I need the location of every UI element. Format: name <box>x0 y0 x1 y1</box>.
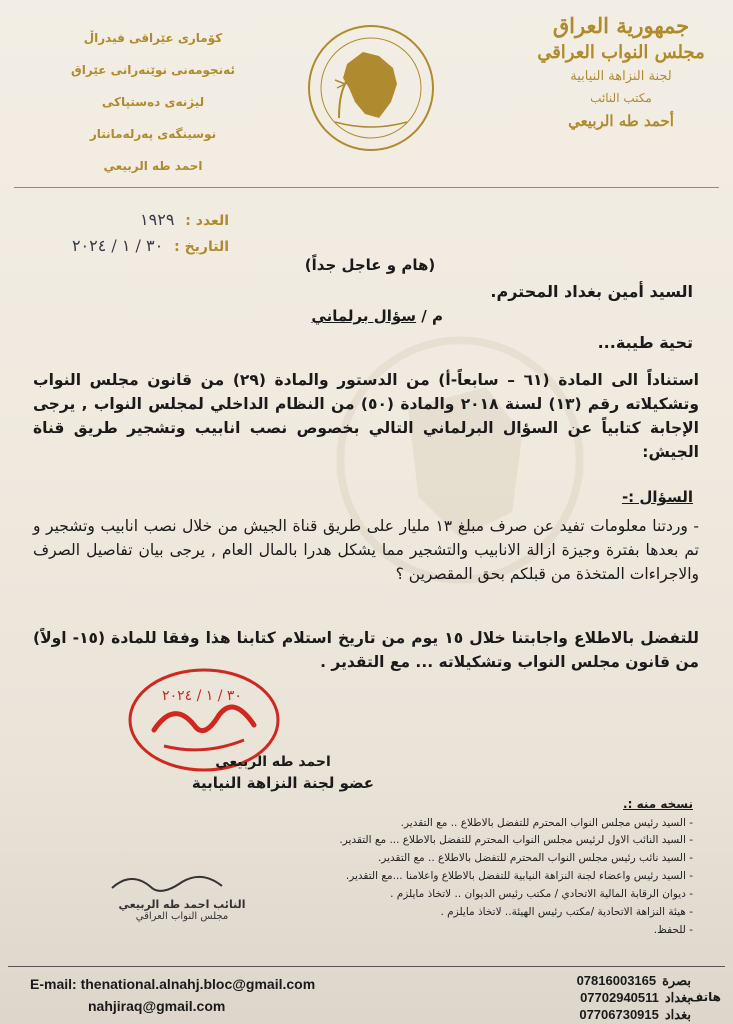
cc-heading: نسخه منه :. <box>623 797 693 811</box>
header-left-line3: لیژنەی دەستپاکی <box>101 95 205 109</box>
phone-city: بغداد <box>664 1007 691 1022</box>
signature-scribble-icon <box>92 868 272 898</box>
phone-number[interactable]: 07816003165 <box>576 973 657 988</box>
closing-paragraph: للتفضل بالاطلاع واجابتنا خلال ١٥ يوم من تاريخ استلام كتابنا هذا وفقا للمادة (١٥- اولاً) من قانون مجلس النواب وتشكيلاته ... مع التقدير . <box>33 629 699 671</box>
phone-number[interactable]: 07702940511 <box>580 990 659 1005</box>
footer-divider <box>8 966 725 967</box>
subject-text: سؤال برلماني <box>311 307 417 325</box>
cc-item: - السيد رئيس مجلس النواب المحترم للتفضل بالاطلاع .. مع التقدير. <box>400 817 693 829</box>
date-value: ٣٠ / ١ / ٢٠٢٤ <box>71 236 164 255</box>
cc-item: - السيد رئيس واعضاء لجنة النزاهة النيابية للتفضل بالاطلاع واعلامنا ...مع التقدير. <box>345 870 693 882</box>
email-label: E-mail: <box>30 976 77 992</box>
phone-row <box>491 1006 691 1023</box>
signatory-name: احمد طه الربيعي <box>215 754 331 770</box>
header-left-line1: كۆماری عێراقی فیدراڵ <box>83 31 223 45</box>
question-text: - وردتنا معلومات تفيد عن صرف مبلغ ١٣ مليار على طريق قناة الجيش من خلال نصب انابيب وتشجير و تم بعدها بفترة وجيزة ازالة الانابيب والتشجير مما يشكل هدرا بالمال العام , يرجى بيان تفاصيل الصرف والاجراءات المتخذة من قبلكم بحق المقصرين ؟ <box>33 517 699 583</box>
header-left-line5: احمد طه الربيعي <box>103 159 203 173</box>
greeting: تحية طيبة... <box>597 333 693 352</box>
cc-item: - السيد النائب الاول لرئيس مجلس النواب المحترم للتفضل بالاطلاع ... مع التقدير. <box>339 834 693 846</box>
small-signature-name: النائب احمد طه الربيعي <box>118 898 246 911</box>
email-link-2[interactable]: nahjiraq@gmail.com <box>88 998 226 1014</box>
phone-number[interactable]: 07706730915 <box>579 1007 659 1022</box>
stamp-date: ٣٠ / ١ / ٢٠٢٤ <box>162 688 242 704</box>
signatory-role: عضو لجنة النزاهة النيابية <box>191 774 375 792</box>
phone-city: بصرة <box>662 973 691 988</box>
small-signature <box>92 868 272 928</box>
header-left-line4: نوسینگەی پەرلەمانتار <box>89 127 217 141</box>
date-label: التاريخ : <box>174 239 229 255</box>
reference-date <box>49 236 229 255</box>
iraq-map-emblem-icon <box>305 22 437 154</box>
subject-line <box>303 307 443 325</box>
phone-city: بغداد <box>664 990 691 1005</box>
addressee: السيد أمين بغداد المحترم. <box>490 282 693 301</box>
header-mp-name: أحمد طه الربيعي <box>568 112 674 130</box>
reference-number <box>49 210 229 229</box>
number-value: ١٩٢٩ <box>140 210 175 229</box>
header-right <box>521 12 721 134</box>
cc-item: - ديوان الرقابة المالية الاتحادي / مكتب رئيس الديوان .. لاتخاذ مايلزم . <box>390 888 693 900</box>
cc-item: - للحفظ. <box>653 924 693 936</box>
email-link-1[interactable]: thenational.alnahj.bloc@gmail.com <box>80 976 316 992</box>
email-line-1 <box>30 976 315 992</box>
paragraph-legal-basis: استناداً الى المادة (٦١ – سابعاً-أ) من الدستور والمادة (٢٩) من قانون مجلس النواب وتشكيلاته رقم (١٣) لسنة ٢٠١٨ والمادة (٥٠) من النظام الداخلي لمجلس النواب , يرجى الإجابة كتابياً عن السؤال البرلماني التالي بخصوص نصب انابيب وتشجير طريق قناة الجيش: <box>33 371 699 461</box>
subject-prefix: م / <box>421 307 443 325</box>
header-divider <box>14 187 719 188</box>
phone-list <box>491 972 691 1023</box>
phone-label: هاتف <box>689 990 721 1004</box>
phone-row <box>491 989 691 1006</box>
header-republic: جمهورية العراق <box>552 13 690 38</box>
header-parliament: مجلس النواب العراقي <box>537 42 705 63</box>
header-office: مكتب النائب <box>590 91 652 105</box>
header-committee: لجنة النزاهة النيابية <box>570 69 672 84</box>
header-left-line2: ئەنجومەنی نوێنەرانی عێراق <box>71 63 235 77</box>
header-left <box>48 22 258 182</box>
question-heading: السؤال :- <box>621 488 693 506</box>
cc-item: - السيد نائب رئيس مجلس النواب المحترم للتفضل بالاطلاع .. مع التقدير. <box>377 852 693 864</box>
small-signature-org: مجلس النواب العراقي <box>135 911 229 922</box>
cc-item: - هيئة النزاهة الاتحادية /مكتب رئيس الهيئة.. لاتخاذ مايلزم . <box>440 906 693 918</box>
phone-row <box>491 972 691 989</box>
number-label: العدد : <box>185 213 229 229</box>
urgent-note: (هام و عاجل جداً) <box>304 256 436 274</box>
